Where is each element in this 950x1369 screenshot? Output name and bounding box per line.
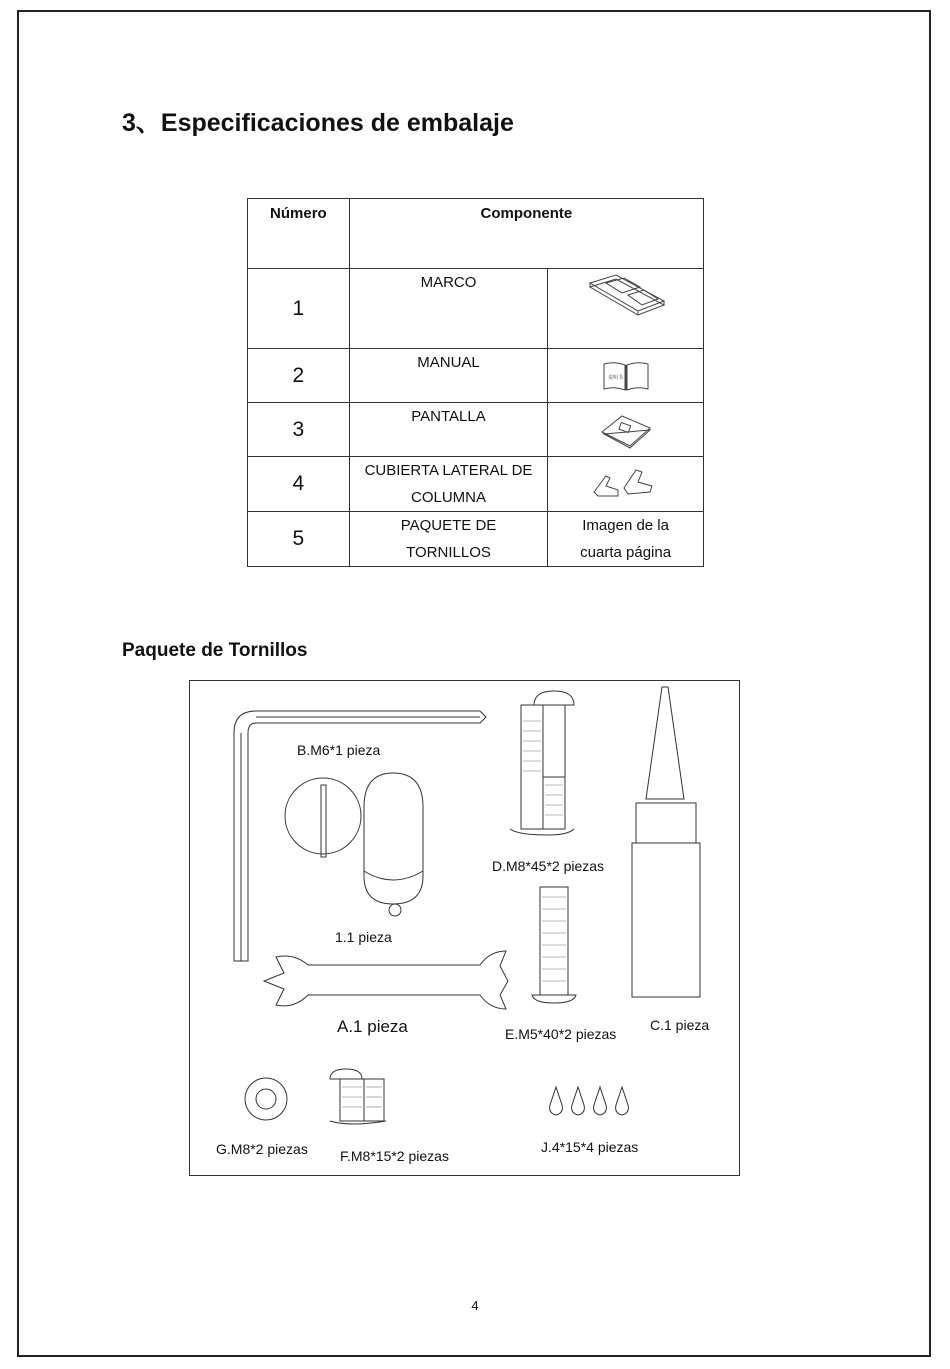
column-cover-icon	[588, 464, 664, 504]
screw-kit-diagram	[189, 680, 740, 1176]
table-row	[248, 512, 704, 567]
svg-text:说明书: 说明书	[607, 374, 623, 381]
wrench-icon	[264, 951, 508, 1009]
manual-icon	[596, 358, 656, 394]
table-row	[248, 457, 704, 512]
row-name-line2: TORNILLOS	[406, 544, 491, 561]
row-name-line1: CUBIERTA LATERAL DE	[364, 462, 533, 479]
row-number: 1	[248, 269, 350, 349]
image-note-line1: Imagen de la	[582, 517, 669, 534]
label-c: C.1 pieza	[650, 1017, 710, 1033]
section-title: 3、Especificaciones de embalaje	[122, 109, 514, 137]
label-d: D.M8*45*2 piezas	[492, 858, 605, 874]
table-header-row	[248, 199, 704, 269]
row-image	[548, 457, 704, 512]
glue-bottle-icon	[632, 687, 700, 997]
row-image-text	[548, 512, 704, 567]
table-row	[248, 269, 704, 349]
label-b: B.M6*1 pieza	[297, 742, 381, 758]
bolt-f-icon	[330, 1069, 386, 1124]
header-component: Componente	[349, 199, 703, 269]
washer-icon	[245, 1078, 287, 1120]
row-name-line2: COLUMNA	[411, 489, 487, 506]
image-note-line2: cuarta página	[580, 544, 672, 561]
row-name: MARCO	[349, 269, 547, 349]
row-number: 3	[248, 403, 350, 457]
row-image	[548, 269, 704, 349]
row-name	[349, 457, 547, 512]
page-number: 4	[471, 1298, 479, 1313]
label-g: G.M8*2 piezas	[216, 1141, 308, 1157]
row-number: 4	[248, 457, 350, 512]
oval-part-icon	[364, 773, 423, 916]
frame-icon	[576, 269, 676, 329]
kit-illustration	[190, 681, 741, 1177]
row-name: PANTALLA	[349, 403, 547, 457]
label-j: J.4*15*4 piezas	[541, 1139, 639, 1155]
table-row	[248, 349, 704, 403]
row-image	[548, 403, 704, 457]
row-image	[548, 349, 704, 403]
row-name: MANUAL	[349, 349, 547, 403]
wood-screws-icon	[550, 1087, 629, 1115]
label-a: A.1 pieza	[337, 1017, 408, 1036]
screws-title: Paquete de Tornillos	[122, 640, 308, 661]
row-name-line1: PAQUETE DE	[400, 517, 497, 534]
row-number: 5	[248, 512, 350, 567]
label-e: E.M5*40*2 piezas	[505, 1026, 617, 1042]
table-row	[248, 403, 704, 457]
label-f: F.M8*15*2 piezas	[340, 1148, 449, 1164]
label-one: 1.1 pieza	[335, 929, 392, 945]
row-name	[349, 512, 547, 567]
round-cap-icon	[285, 778, 361, 857]
row-number: 2	[248, 349, 350, 403]
packing-table	[247, 198, 704, 567]
bolt-d-icon	[510, 691, 574, 835]
header-number: Número	[248, 199, 350, 269]
screen-icon	[596, 410, 656, 450]
